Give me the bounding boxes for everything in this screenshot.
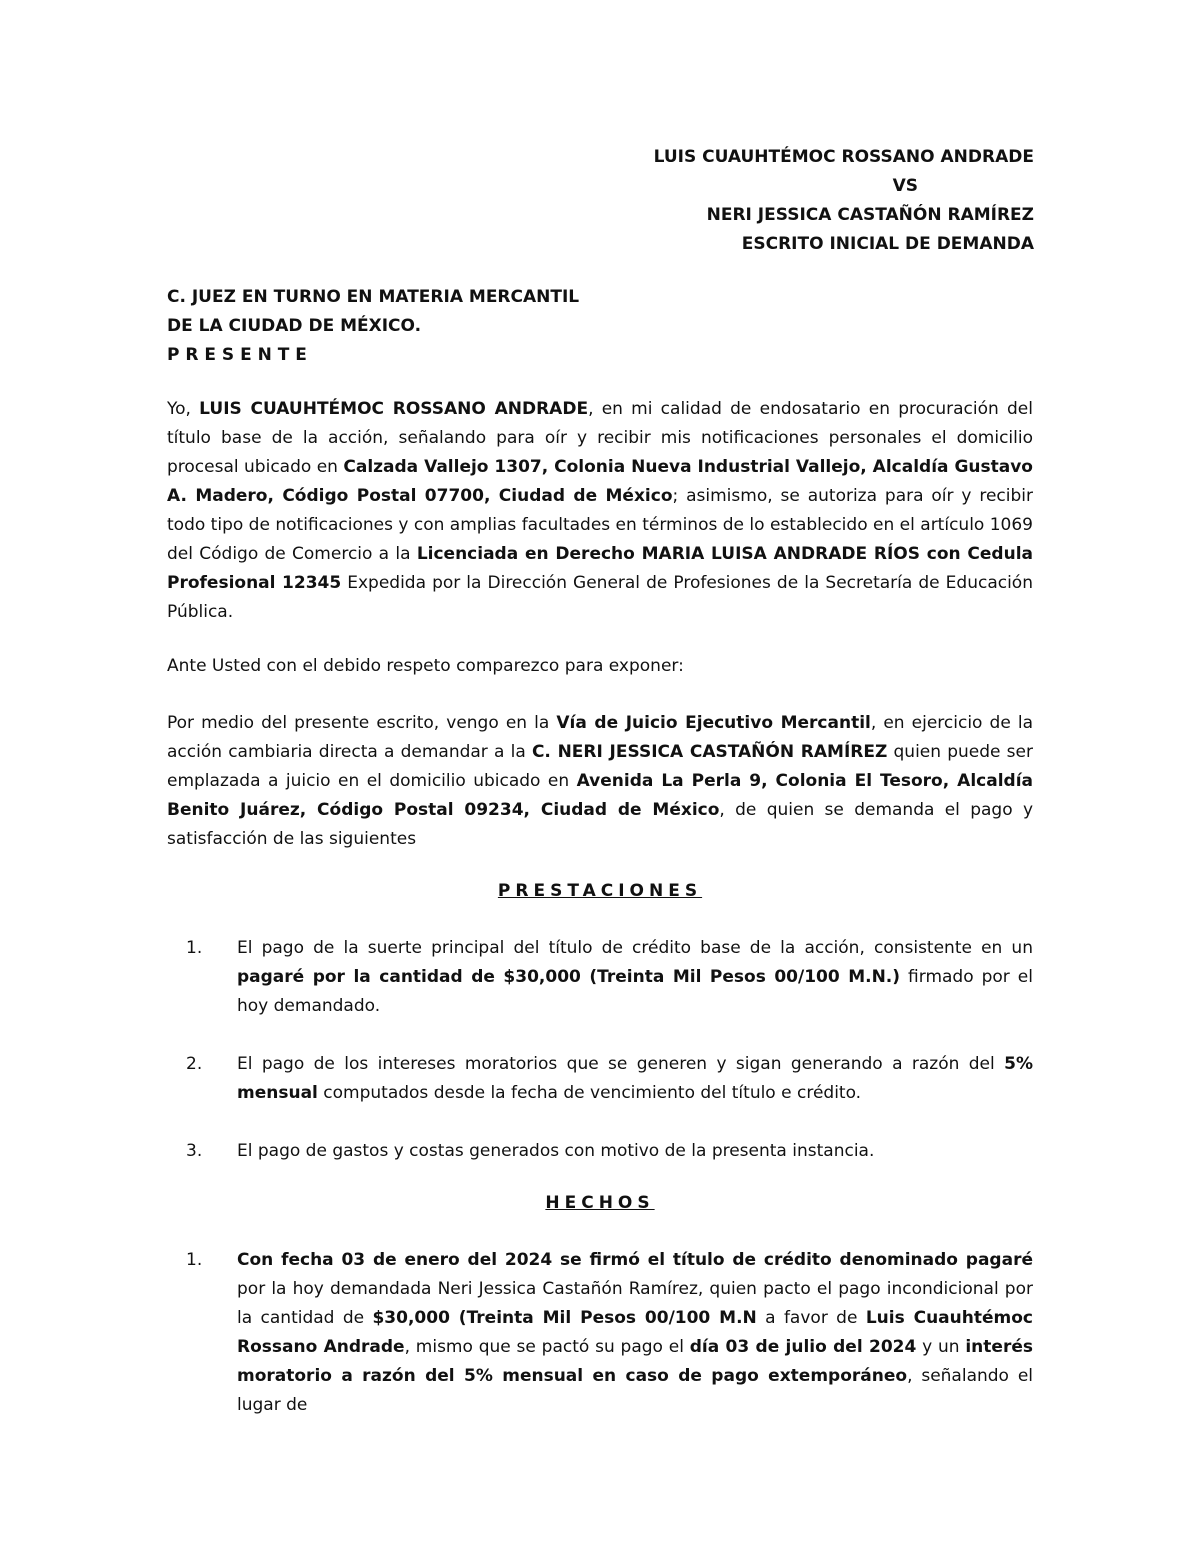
list-item [186,1246,1033,1420]
bold-run: LUIS CUAUHTÉMOC ROSSANO ANDRADE [199,399,589,419]
text-run: firmado por el hoy demandado. [237,967,1033,1016]
bold-run: interés moratorio a razón del 5% mensual en caso de pago extemporáneo [237,1337,1033,1386]
prestaciones-title: PRESTACIONES [497,881,703,901]
text-run: , de quien se demanda el pago y satisfacción de las siguientes [167,800,1033,849]
text-run: Yo, [167,399,200,419]
hechos-title: HECHOS [545,1193,655,1213]
bold-run: pagaré por la cantidad de $30,000 (Treinta Mil Pesos 00/100 M.N.) [237,967,901,987]
text-run: y un [916,1337,966,1357]
text-run: por la hoy demandada Neri Jessica Castañón Ramírez, quien pacto el pago incondicional por la cantidad de [237,1279,1033,1328]
addressee-line-2: DE LA CIUDAD DE MÉXICO. [167,316,422,336]
text-run: , señalando el lugar de [237,1366,1033,1415]
list-number: 2. [186,1054,203,1074]
list-item [186,1050,1033,1108]
addressee-line-1: C. JUEZ EN TURNO EN MATERIA MERCANTIL [167,287,580,307]
bold-run: Avenida La Perla 9, Colonia El Tesoro, Alcaldía Benito Juárez, Código Postal 09234, Ciudad de México [167,771,1033,820]
text-run: Expedida por la Dirección General de Profesiones de la Secretaría de Educación Pública. [167,573,1033,622]
list-number: 1. [186,1250,203,1270]
text-run: Por medio del presente escrito, vengo en la [167,713,557,733]
list-number: 1. [186,938,203,958]
text-run: El pago de gastos y costas generados con motivo de la presenta instancia. [237,1141,875,1161]
prestaciones-list [186,934,1033,1195]
intro-paragraph [167,395,1033,627]
appearance-paragraph: Ante Usted con el debido respeto comparezco para exponer: [167,656,684,676]
text-run: , en mi calidad de endosatario en procuración del título base de la acción, señalando para oír y recibir mis notificaciones personales el domicilio procesal ubicado en [167,399,1033,477]
defendant-name: NERI JESSICA CASTAÑÓN RAMÍREZ [706,205,1034,225]
addressee-line-3: P R E S E N T E [167,345,307,365]
text-run: a favor de [756,1308,866,1328]
claim-paragraph [167,709,1033,854]
bold-run: $30,000 (Treinta Mil Pesos 00/100 M.N [372,1308,757,1328]
text-run: , mismo que se pactó su pago el [404,1337,690,1357]
bold-run: Calzada Vallejo 1307, Colonia Nueva Industrial Vallejo, Alcaldía Gustavo A. Madero, Código Postal 07700, Ciudad de México [167,457,1033,506]
case-header [654,143,1034,259]
text-run: computados desde la fecha de vencimiento del título e crédito. [317,1083,862,1103]
plaintiff-name: LUIS CUAUHTÉMOC ROSSANO ANDRADE [653,147,1034,167]
versus-label: VS [892,176,918,196]
text-run: quien puede ser emplazada a juicio en el domicilio ubicado en [167,742,1033,791]
bold-run: 5% mensual [237,1054,1033,1103]
text-run: El pago de los intereses moratorios que se generen y sigan generando a razón del [237,1054,1005,1074]
bold-run: Con fecha 03 de enero del 2024 se firmó el título de crédito denominado pagaré [237,1250,1033,1270]
text-run: ; asimismo, se autoriza para oír y recibir todo tipo de notificaciones y con amplias facultades en términos de lo establecido en el artículo 1069 del Código de Comercio a la [167,486,1033,564]
text-run: , en ejercicio de la acción cambiaria directa a demandar a la [167,713,1033,762]
text-run: El pago de la suerte principal del título de crédito base de la acción, consistente en un [237,938,1033,958]
addressee-block [167,283,579,370]
bold-run: día 03 de julio del 2024 [689,1337,917,1357]
list-number: 3. [186,1141,203,1161]
list-item [186,1137,1033,1166]
document-type: ESCRITO INICIAL DE DEMANDA [741,234,1034,254]
bold-run: C. NERI JESSICA CASTAÑÓN RAMÍREZ [531,742,888,762]
bold-run: Licenciada en Derecho MARIA LUISA ANDRADE RÍOS con Cedula Profesional 12345 [167,544,1033,593]
hechos-list [186,1246,1033,1449]
list-item [186,934,1033,1021]
bold-run: Vía de Juicio Ejecutivo Mercantil [556,713,871,733]
bold-run: Luis Cuauhtémoc Rossano Andrade [237,1308,1033,1357]
